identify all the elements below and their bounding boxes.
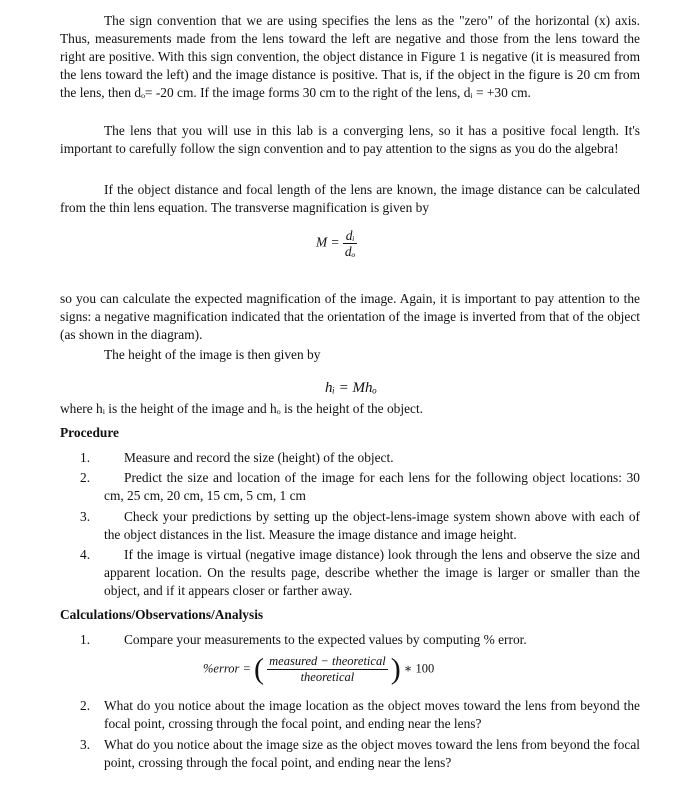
magnification-denominator: dₒ: [344, 244, 356, 259]
error-lhs: %error =: [203, 661, 251, 676]
paragraph-sign-convention: The sign convention that we are using specifies the lens as the "zero" of the horizontal (x) axis. Thus, measurements made from the lens toward the left are negative and those from the lens toward the right are positive. With this sign convention, the object distance in Figure 1 is negative (it is measured from the lens toward the left) and the image distance is positive. That is, if the object in the figure is 20 cm from the lens, then dₒ= -20 cm. If the image forms 30 cm to the right of the lens, dᵢ = +30 cm.: [60, 13, 640, 100]
error-denominator: theoretical: [300, 670, 355, 684]
analysis-item-text: Compare your measurements to the expected values by computing % error.: [124, 632, 527, 647]
height-equation: hᵢ = Mhₒ: [325, 380, 377, 396]
magnification-fraction: [343, 228, 358, 259]
analysis-item-number: 2.: [80, 698, 91, 713]
paragraph-magnification: so you can calculate the expected magnification of the image. Again, it is important to pay attention to the signs: a negative magnification indicated that the orientation of the image is inverted from that of the object (as shown in the diagram).: [60, 291, 640, 342]
paragraph-height-definitions: where hᵢ is the height of the image and hₒ is the height of the object.: [60, 401, 424, 416]
percent-error-equation: [203, 654, 434, 685]
magnification-lhs: M =: [316, 234, 340, 250]
procedure-item-number: 2.: [80, 470, 91, 485]
analysis-item-text: What do you notice about the image size as the object moves toward the lens from beyond the focal point, crossing through the focal point, and ending near the lens?: [104, 737, 640, 770]
procedure-item: [80, 449, 640, 467]
procedure-item-text: Measure and record the size (height) of the object.: [124, 450, 394, 465]
magnification-numerator: dᵢ: [343, 228, 358, 244]
magnification-equation: [316, 228, 357, 259]
analysis-item: [80, 736, 640, 772]
analysis-item: [80, 697, 640, 733]
analysis-item-number: 1.: [80, 632, 91, 647]
paragraph-image-height: The height of the image is then given by: [104, 347, 321, 362]
procedure-item-number: 1.: [80, 450, 91, 465]
analysis-heading: Calculations/Observations/Analysis: [60, 607, 264, 622]
paragraph-converging-lens: The lens that you will use in this lab is a converging lens, so it has a positive focal length. It's important to carefully follow the sign convention and to pay attention to the signs as you do the algebra!: [60, 123, 640, 156]
procedure-item: [80, 469, 640, 505]
paragraph-thin-lens: If the object distance and focal length of the lens are known, the image distance can be calculated from the thin lens equation. The transverse magnification is given by: [60, 182, 640, 215]
analysis-item-number: 3.: [80, 737, 91, 752]
error-numerator: measured − theoretical: [269, 654, 386, 668]
error-fraction: [267, 654, 388, 685]
procedure-item-number: 4.: [80, 547, 91, 562]
error-rhs: ∗ 100: [403, 661, 435, 676]
procedure-item-text: Predict the size and location of the image for each lens for the following object locations: 30 cm, 25 cm, 20 cm, 15 cm, 5 cm, 1 cm: [104, 470, 640, 503]
procedure-heading: Procedure: [60, 425, 120, 440]
analysis-item: [80, 631, 640, 649]
right-paren: ): [390, 652, 401, 686]
procedure-item-text: Check your predictions by setting up the object-lens-image system shown above with each of the object distances in the list. Measure the image distance and image height.: [104, 509, 640, 542]
procedure-item: [80, 508, 640, 544]
procedure-item-text: If the image is virtual (negative image distance) look through the lens and observe the size and apparent location. On the results page, describe whether the image is larger or smaller than the object, and if it appears closer or farther away.: [104, 547, 640, 598]
procedure-item: [80, 546, 640, 600]
left-paren: (: [254, 652, 265, 686]
analysis-item-text: What do you notice about the image location as the object moves toward the lens from beyond the focal point, crossing through the focal point, and ending near the lens?: [104, 698, 640, 731]
procedure-item-number: 3.: [80, 509, 91, 524]
